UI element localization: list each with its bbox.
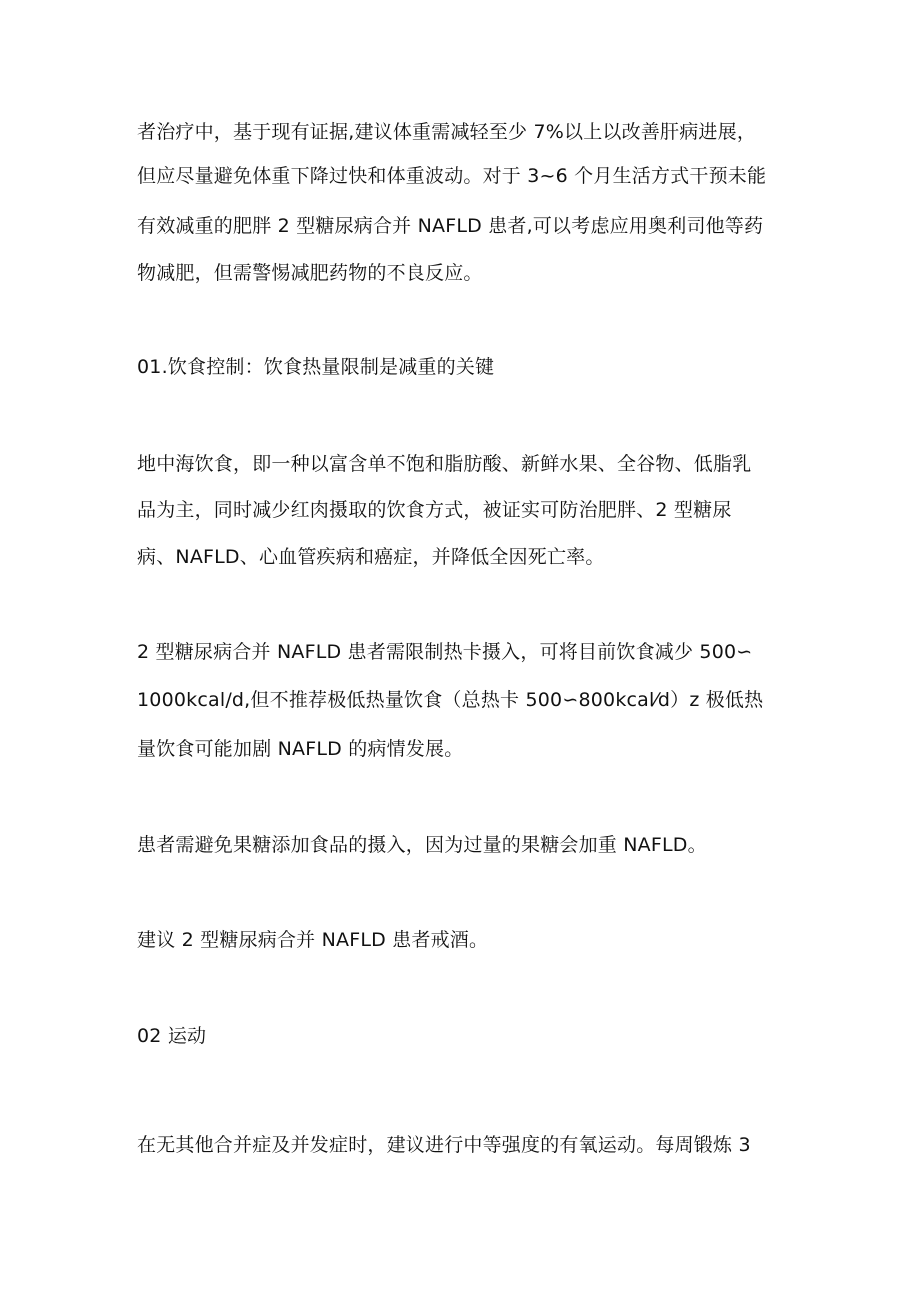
- paragraph-5: 建议 2 型糖尿病合并 NAFLD 患者戒酒。: [137, 929, 489, 951]
- paragraph-4: 患者需避免果糖添加食品的摄入，因为过量的果糖会加重 NAFLD。: [137, 834, 707, 856]
- paragraph-3-line-1: 2 型糖尿病合并 NAFLD 患者需限制热卡摄入，可将目前饮食减少 500∽: [137, 641, 753, 663]
- section-heading-exercise: 02 运动: [137, 1025, 207, 1047]
- section-heading-diet: 01.饮食控制：饮食热量限制是减重的关键: [137, 356, 495, 378]
- paragraph-1-line-2: 但应尽量避免体重下降过快和体重波动。对于 3~6 个月生活方式干预未能: [137, 165, 767, 187]
- paragraph-2-line-2: 品为主，同时减少红肉摄取的饮食方式，被证实可防治肥胖、2 型糖尿: [137, 499, 732, 521]
- paragraph-3-line-3: 量饮食可能加剧 NAFLD 的病情发展。: [137, 738, 464, 760]
- paragraph-1-line-1: 者治疗中，基于现有证据,建议体重需减轻至少 7%以上以改善肝病进展，: [137, 121, 757, 143]
- paragraph-2-line-1: 地中海饮食，即一种以富含单不饱和脂肪酸、新鲜水果、全谷物、低脂乳: [137, 453, 752, 475]
- paragraph-1-line-4: 物减肥，但需警惕减肥药物的不良反应。: [137, 262, 483, 284]
- paragraph-2-line-3: 病、NAFLD、心血管疾病和癌症，并降低全因死亡率。: [137, 546, 605, 568]
- paragraph-6: 在无其他合并症及并发症时，建议进行中等强度的有氧运动。每周锻炼 3: [137, 1134, 751, 1156]
- paragraph-3-line-2: 1000kcal/d,但不推荐极低热量饮食（总热卡 500∽800kcal⁄d）z 极低热: [137, 689, 764, 711]
- paragraph-1-line-3: 有效减重的肥胖 2 型糖尿病合并 NAFLD 患者,可以考虑应用奥利司他等药: [137, 215, 764, 237]
